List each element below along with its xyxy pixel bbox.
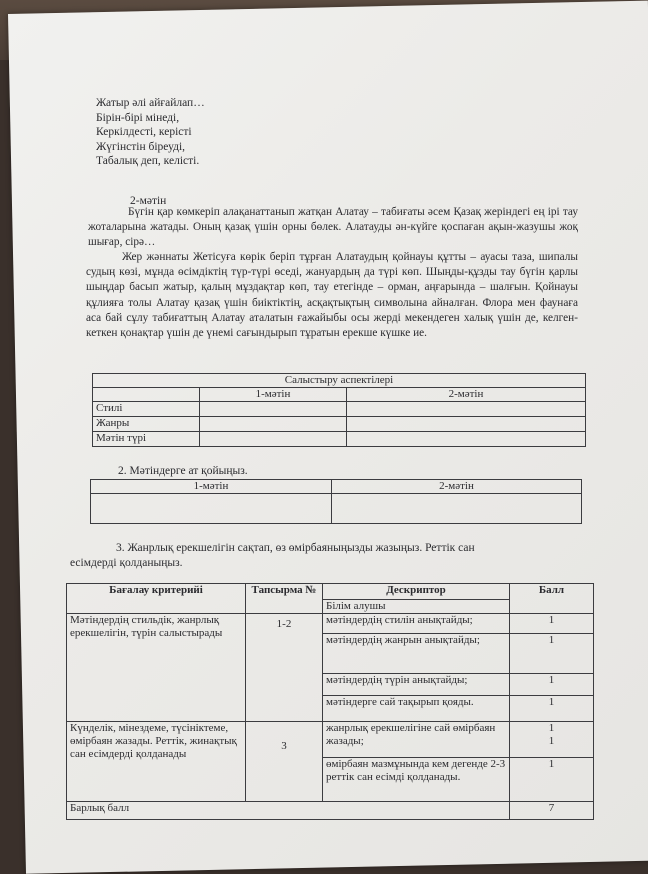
poem-line: Жатыр әлі айғайлап… <box>96 97 205 109</box>
total-label: Барлық балл <box>67 802 510 820</box>
score-pair <box>510 722 594 758</box>
answer-cell[interactable] <box>91 494 332 524</box>
criterion-1: Мәтіндердің стильдік, жанрлық ерекшелігін, түрін салыстырады <box>67 614 246 722</box>
score: 1 <box>548 722 555 734</box>
comparison-table <box>92 373 586 447</box>
answer-cell[interactable] <box>332 494 582 524</box>
text2-heading: 2-мәтін <box>130 195 167 207</box>
col-text1: 1-мәтін <box>200 388 347 402</box>
answer-cell[interactable] <box>347 432 586 447</box>
rubric-descriptor-header: Дескриптор <box>323 584 510 600</box>
blank-cell <box>93 388 200 402</box>
score: 1 <box>510 674 594 696</box>
col-text2: 2-мәтін <box>347 388 586 402</box>
score: 1 <box>510 696 594 722</box>
poem <box>96 96 205 169</box>
col-text1: 1-мәтін <box>91 480 332 494</box>
answer-cell[interactable] <box>347 402 586 417</box>
score: 1 <box>510 634 594 674</box>
col-text2: 2-мәтін <box>332 480 582 494</box>
title-table <box>90 479 582 524</box>
answer-cell[interactable] <box>200 402 347 417</box>
task-number-2: 3 <box>246 722 323 802</box>
rubric-criteria-header: Бағалау критерийі <box>67 584 246 614</box>
descriptor: өмірбаян мазмұнында кем дегенде 2-3 реттік сан есімді қолданады. <box>323 758 510 802</box>
answer-cell[interactable] <box>347 417 586 432</box>
task3-line-1: 3. Жанрлық ерекшелігін сақтап, өз өмірбаяныңызды жазыңыз. Реттік сан <box>116 542 475 554</box>
task3-line-2: есімдерді қолданыңыз. <box>70 557 183 569</box>
rubric-score-header: Балл <box>510 584 594 614</box>
comparison-title: Салыстыру аспектілері <box>93 374 586 388</box>
text2-paragraph-1: Бүгін қар көмкеріп алақанаттанып жатқан Алатау – табиғаты әсем Қазақ жеріндегі ең ірі тау жоталарына жатады. Оның қазақ үшін орны бөлек. Алатауды ән-күйге қоспаған ақын-жазушы жоқ шығар, сірә… <box>88 206 578 249</box>
row-label: Жанры <box>93 417 200 432</box>
rubric-subheader: Білім алушы <box>323 600 510 614</box>
score: 1 <box>548 735 555 747</box>
answer-cell[interactable] <box>200 417 347 432</box>
rubric-table <box>66 583 594 820</box>
criterion-2: Күнделік, мінездеме, түсініктеме, өмірбаян жазады. Реттік, жинақтық сан есімдерді қолданады <box>67 722 246 802</box>
task-number-1: 1-2 <box>246 614 323 722</box>
text2-paragraph-2: Жер жәннаты Жетісуға көрік беріп тұрған Алатаудың қойнауы құтты – ауасы таза, шипалы судың көзі, мұнда өсімдіктің түр-түрі өседі, жануардың да түрі көп. Шыңды-құзды тау бүгін қарлы шыңдар басып жатыр, қалың мұздақтар көп, тау етегінде – орман, аңғарында – шалғын. Қойнауы құлияға толы Алатау қазақ үшін биіктіктің, асқақтықтың символына айналған. Флора мен фаунаға аса бай сұлу табиғаттың Алатау аталатын ғажайыбы осы жерді мекендеген халық үшін де, келген-кеткен қонақтар үшін де үнемі сағындырып тұратын ерекше күшке ие. <box>86 251 578 340</box>
score: 1 <box>510 758 594 802</box>
task2-label: 2. Мәтіндерге ат қойыңыз. <box>118 465 248 477</box>
descriptor: мәтіндердің түрін анықтайды; <box>323 674 510 696</box>
row-label: Стилі <box>93 402 200 417</box>
poem-line: Жүгінстін біреуді, <box>96 140 186 153</box>
descriptor: жанрлық ерекшелігіне сай өмірбаян жазады; <box>323 722 510 758</box>
total-score: 7 <box>510 802 594 820</box>
poem-line: Бірін-бірі мінеді, <box>96 111 180 124</box>
poem-line: Табалық деп, келісті. <box>96 155 200 167</box>
descriptor: мәтіндердің жанрын анықтайды; <box>323 634 510 674</box>
descriptor: мәтіндердің стилін анықтайды; <box>323 614 510 634</box>
answer-cell[interactable] <box>200 432 347 447</box>
rubric-task-header: Тапсырма № <box>246 584 323 614</box>
score: 1 <box>510 614 594 634</box>
row-label: Мәтін түрі <box>93 432 200 447</box>
poem-line: Керкілдесті, керісті <box>96 126 192 138</box>
descriptor: мәтіндерге сай тақырып қояды. <box>323 696 510 722</box>
